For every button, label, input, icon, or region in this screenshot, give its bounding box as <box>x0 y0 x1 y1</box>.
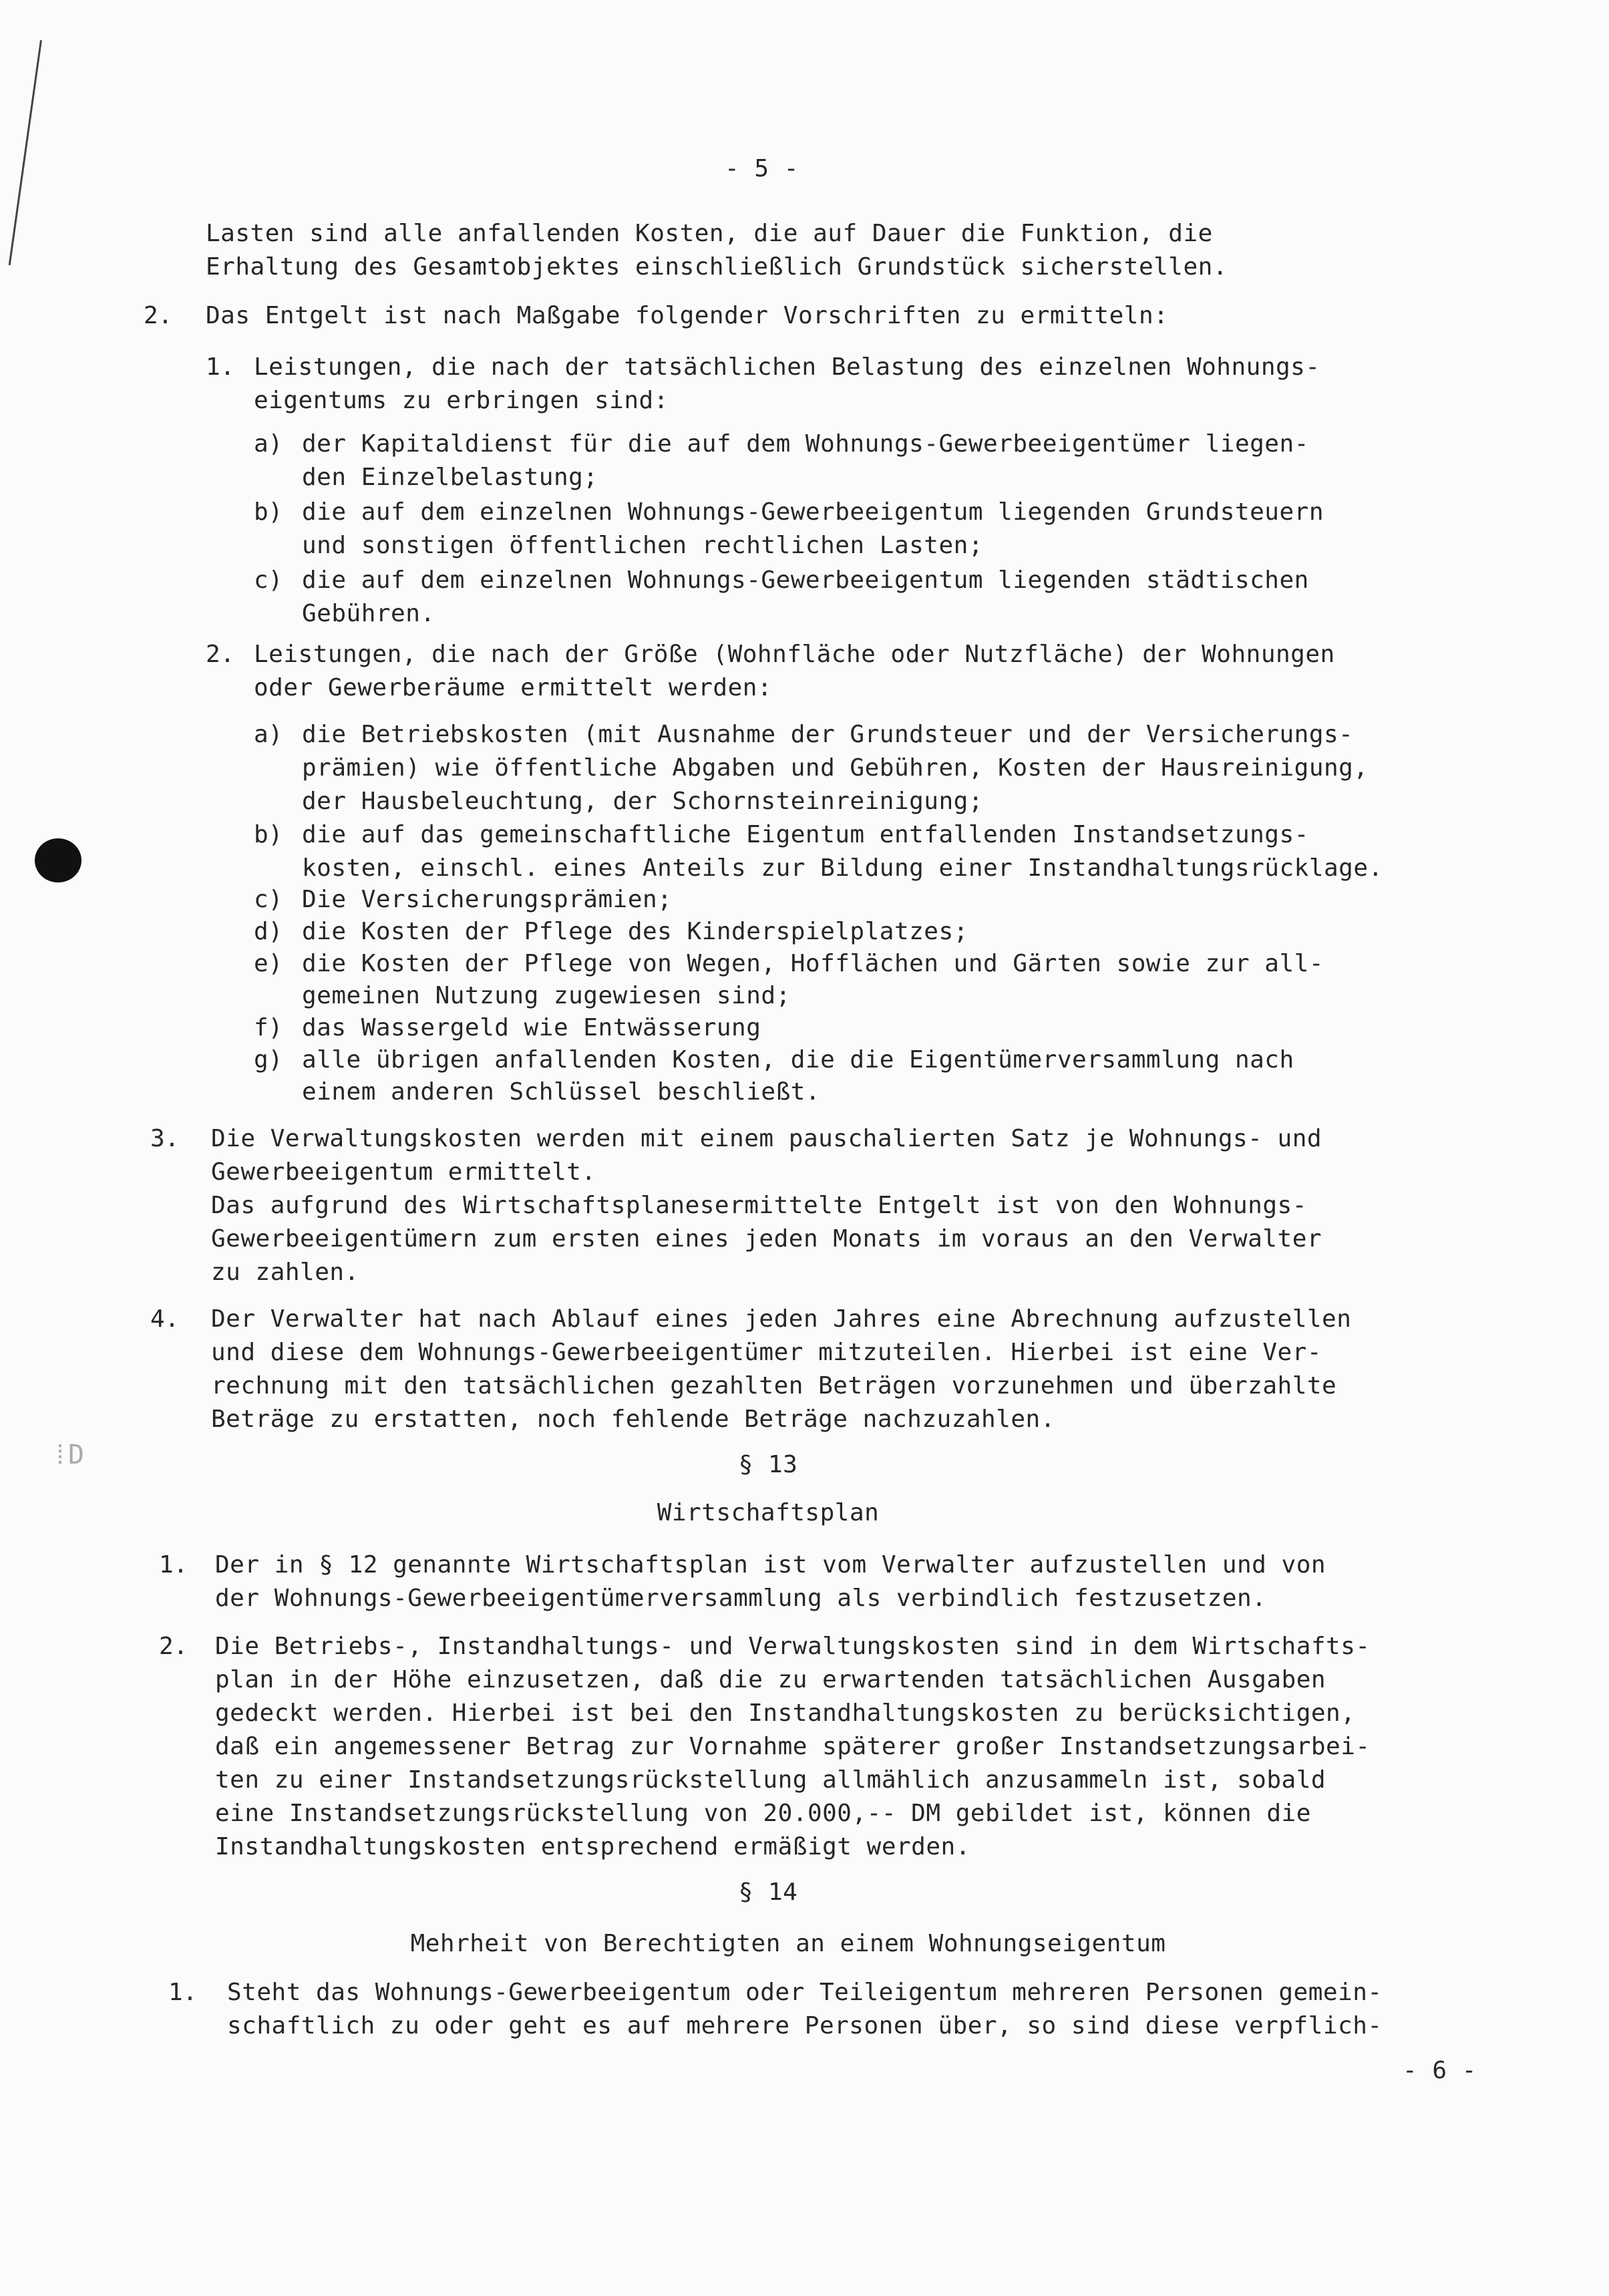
item-line: den Einzelbelastung; <box>302 464 598 491</box>
paragraph-number: 1. <box>159 1551 188 1579</box>
intro-line-2: Erhaltung des Gesamtobjektes einschließlich Grundstück sicherstellen. <box>206 253 1228 281</box>
paragraph-line: Der Verwalter hat nach Ablauf eines jeden Jahres eine Abrechnung aufzustellen <box>211 1305 1352 1333</box>
item-line: die Kosten der Pflege des Kinderspielplatzes; <box>302 918 968 945</box>
paragraph-number: 2. <box>144 302 173 329</box>
paragraph-line: rechnung mit den tatsächlichen gezahlten Beträgen vorzunehmen und überzahlte <box>211 1372 1337 1400</box>
item-line: das Wassergeld wie Entwässerung <box>302 1014 761 1041</box>
item-letter: c) <box>254 566 283 594</box>
section-title: Wirtschaftsplan <box>657 1499 880 1526</box>
paragraph-number: 2. <box>159 1633 188 1660</box>
paragraph-line: Steht das Wohnungs-Gewerbeeigentum oder Teileigentum mehreren Personen gemein- <box>227 1979 1383 2006</box>
item-letter: d) <box>254 918 283 945</box>
item-line: Die Versicherungsprämien; <box>302 886 673 913</box>
item-line: die auf dem einzelnen Wohnungs-Gewerbeeigentum liegenden Grundsteuern <box>302 498 1324 526</box>
item-line: die auf das gemeinschaftliche Eigentum entfallenden Instandsetzungs- <box>302 821 1309 848</box>
paragraph-text: Das Entgelt ist nach Maßgabe folgender Vorschriften zu ermitteln: <box>206 302 1169 329</box>
item-line: und sonstigen öffentlichen rechtlichen Lasten; <box>302 532 983 559</box>
item-line: alle übrigen anfallenden Kosten, die die Eigentümerversammlung nach <box>302 1046 1294 1074</box>
item-letter: f) <box>254 1014 283 1041</box>
intro-line-1: Lasten sind alle anfallenden Kosten, die auf Dauer die Funktion, die <box>206 220 1213 247</box>
next-page-indicator: - 6 - <box>1403 2057 1477 2084</box>
item-line: Gebühren. <box>302 600 435 627</box>
subparagraph-number: 2. <box>206 641 235 668</box>
paragraph-line: plan in der Höhe einzusetzen, daß die zu erwartenden tatsächlichen Ausgaben <box>215 1666 1326 1693</box>
section-title: Mehrheit von Berechtigten an einem Wohnungseigentum <box>410 1930 1166 1957</box>
paragraph-number: 3. <box>150 1125 180 1152</box>
subparagraph-line: eigentums zu erbringen sind: <box>254 387 669 414</box>
paragraph-line: Die Betriebs-, Instandhaltungs- und Verwaltungskosten sind in dem Wirtschafts- <box>215 1633 1371 1660</box>
item-letter: g) <box>254 1046 283 1074</box>
paragraph-line: Das aufgrund des Wirtschaftsplanesermittelte Entgelt ist von den Wohnungs- <box>211 1192 1307 1219</box>
item-letter: a) <box>254 721 283 748</box>
item-letter: e) <box>254 950 283 977</box>
item-line: der Hausbeleuchtung, der Schornsteinreinigung; <box>302 788 983 815</box>
paragraph-line: zu zahlen. <box>211 1259 359 1286</box>
item-line: die auf dem einzelnen Wohnungs-Gewerbeeigentum liegenden städtischen <box>302 566 1309 594</box>
paragraph-line: schaftlich zu oder geht es auf mehrere Personen über, so sind diese verpflich- <box>227 2012 1383 2039</box>
subparagraph-number: 1. <box>206 353 235 381</box>
paragraph-line: ten zu einer Instandsetzungsrückstellung allmählich anzusammeln ist, sobald <box>215 1766 1326 1794</box>
paragraph-line: Die Verwaltungskosten werden mit einem pauschalierten Satz je Wohnungs- und <box>211 1125 1322 1152</box>
page-number: - 5 - <box>725 155 799 182</box>
paragraph-line: eine Instandsetzungsrückstellung von 20.000,-- DM gebildet ist, können die <box>215 1800 1311 1827</box>
paragraph-line: Gewerbeeigentum ermittelt. <box>211 1158 596 1186</box>
paragraph-number: 1. <box>168 1979 198 2006</box>
section-heading: § 14 <box>738 1878 798 1906</box>
item-line: einem anderen Schlüssel beschließt. <box>302 1078 821 1106</box>
paragraph-line: gedeckt werden. Hierbei ist bei den Instandhaltungskosten zu berücksichtigen, <box>215 1699 1356 1727</box>
paragraph-line: Gewerbeeigentümern zum ersten eines jeden Monats im voraus an den Verwalter <box>211 1225 1322 1253</box>
section-heading: § 13 <box>738 1451 798 1478</box>
item-line: kosten, einschl. eines Anteils zur Bildung einer Instandhaltungsrücklage. <box>302 854 1383 882</box>
item-line: der Kapitaldienst für die auf dem Wohnungs-Gewerbeeigentümer liegen- <box>302 430 1309 458</box>
paragraph-line: und diese dem Wohnungs-Gewerbeeigentümer mitzuteilen. Hierbei ist eine Ver- <box>211 1339 1322 1366</box>
item-letter: b) <box>254 821 283 848</box>
item-letter: b) <box>254 498 283 526</box>
item-line: die Betriebskosten (mit Ausnahme der Grundsteuer und der Versicherungs- <box>302 721 1354 748</box>
binding-mark: ⁞D <box>52 1440 85 1470</box>
item-line: die Kosten der Pflege von Wegen, Hofflächen und Gärten sowie zur all- <box>302 950 1324 977</box>
paragraph-number: 4. <box>150 1305 180 1333</box>
paragraph-line: der Wohnungs-Gewerbeeigentümerversammlung als verbindlich festzusetzen. <box>215 1585 1267 1612</box>
paragraph-line: Instandhaltungskosten entsprechend ermäßigt werden. <box>215 1833 970 1860</box>
paragraph-line: Beträge zu erstatten, noch fehlende Beträge nachzuzahlen. <box>211 1406 1055 1433</box>
punch-hole-mark <box>35 838 81 882</box>
item-line: prämien) wie öffentliche Abgaben und Gebühren, Kosten der Hausreinigung, <box>302 754 1369 782</box>
margin-pen-stroke <box>9 40 42 265</box>
subparagraph-line: Leistungen, die nach der Größe (Wohnfläche oder Nutzfläche) der Wohnungen <box>254 641 1335 668</box>
item-letter: a) <box>254 430 283 458</box>
subparagraph-line: Leistungen, die nach der tatsächlichen Belastung des einzelnen Wohnungs- <box>254 353 1320 381</box>
subparagraph-line: oder Gewerberäume ermittelt werden: <box>254 674 773 701</box>
item-line: gemeinen Nutzung zugewiesen sind; <box>302 982 791 1009</box>
paragraph-line: daß ein angemessener Betrag zur Vornahme späterer großer Instandsetzungsarbei- <box>215 1733 1371 1760</box>
item-letter: c) <box>254 886 283 913</box>
paragraph-line: Der in § 12 genannte Wirtschaftsplan ist vom Verwalter aufzustellen und von <box>215 1551 1326 1579</box>
